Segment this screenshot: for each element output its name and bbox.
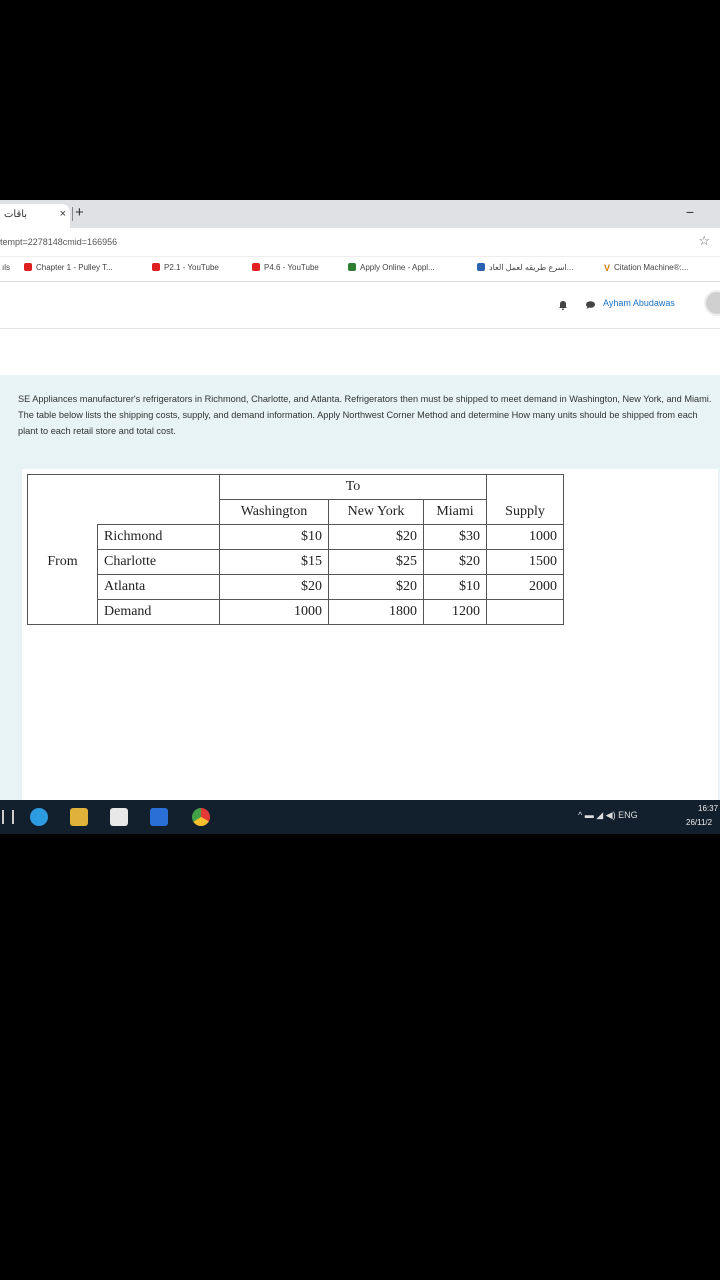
supply-header-spacer	[487, 475, 564, 500]
from-cell	[28, 600, 98, 625]
column-header: New York	[329, 500, 424, 525]
system-tray[interactable]: ^ ▬ ◢ ◀) ENG	[578, 810, 638, 820]
tab-title: باقات	[4, 209, 28, 220]
table-card	[22, 469, 718, 804]
taskbar	[0, 800, 720, 834]
screen	[0, 200, 720, 834]
bookmark-item[interactable]: P2.1 - YouTube	[152, 263, 219, 272]
youtube-icon	[252, 263, 260, 271]
table-row	[28, 475, 564, 500]
language-indicator[interactable]: ENG	[618, 810, 638, 820]
table-row	[28, 500, 564, 525]
column-header: Washington	[220, 500, 329, 525]
bookmarks-bar	[0, 257, 720, 282]
apply-icon	[348, 263, 356, 271]
transportation-table	[27, 474, 564, 625]
cost-cell: $10	[220, 525, 329, 550]
bookmark-star-icon[interactable]: ☆	[698, 233, 710, 248]
table-row	[28, 575, 564, 600]
browser-tab[interactable]	[0, 204, 70, 228]
supply-cell: 1500	[487, 550, 564, 575]
chrome-icon[interactable]	[192, 808, 210, 826]
demand-label: Demand	[98, 600, 220, 625]
plant-name: Charlotte	[98, 550, 220, 575]
bookmark-item[interactable]: Apply Online - Appl...	[348, 263, 435, 272]
store-icon[interactable]	[110, 808, 128, 826]
user-name[interactable]: Ayham Abudawas	[603, 298, 675, 308]
corner-cell	[28, 475, 98, 500]
from-cell	[28, 575, 98, 600]
mail-icon[interactable]	[150, 808, 168, 826]
plant-name: Atlanta	[98, 575, 220, 600]
avatar[interactable]	[704, 290, 720, 316]
cost-cell: $15	[220, 550, 329, 575]
tab-separator	[72, 207, 73, 221]
supply-header: Supply	[487, 500, 564, 525]
new-tab-button[interactable]: +	[75, 204, 84, 221]
empty-cell	[487, 600, 564, 625]
youtube-icon	[24, 263, 32, 271]
cost-cell: $20	[424, 550, 487, 575]
table-row	[28, 550, 564, 575]
youtube-icon	[152, 263, 160, 271]
ms-icon	[477, 263, 485, 271]
question-box	[0, 375, 720, 800]
corner-cell	[98, 475, 220, 500]
task-view-icon[interactable]	[2, 810, 14, 824]
bookmark-apps[interactable]: ıls	[2, 263, 10, 272]
bookmark-item[interactable]: P4.6 - YouTube	[252, 263, 319, 272]
cost-cell: $25	[329, 550, 424, 575]
demand-cell: 1200	[424, 600, 487, 625]
supply-cell: 1000	[487, 525, 564, 550]
demand-cell: 1800	[329, 600, 424, 625]
edge-icon[interactable]	[30, 808, 48, 826]
corner-cell	[98, 500, 220, 525]
bookmark-item[interactable]: V Citation Machine®:...	[604, 263, 689, 273]
cost-cell: $20	[329, 525, 424, 550]
from-cell	[28, 525, 98, 550]
table-row	[28, 525, 564, 550]
cost-cell: $10	[424, 575, 487, 600]
plant-name: Richmond	[98, 525, 220, 550]
citation-icon: V	[604, 263, 611, 273]
tab-close-icon[interactable]: ×	[59, 208, 66, 220]
demand-cell: 1000	[220, 600, 329, 625]
clock-time[interactable]: 16:37	[698, 804, 719, 813]
url-text[interactable]: tempt=2278148cmid=166956	[0, 237, 118, 247]
supply-cell: 2000	[487, 575, 564, 600]
minimize-button[interactable]: −	[685, 204, 694, 220]
question-text: SE Appliances manufacturer's refrigerators in Richmond, Charlotte, and Atlanta. Refrigerators then must be shipped to meet demand in Washington, New York, and Miami. The table below lists the shipping costs, supply, and demand information. Apply Northwest Corner Method and determine How many units should be shipped from each plant to each retail store and total cost.	[18, 394, 712, 436]
clock-date[interactable]: 26/11/2	[686, 818, 713, 827]
to-header: To	[220, 475, 487, 500]
address-bar[interactable]	[0, 228, 720, 257]
from-label: From	[28, 550, 98, 575]
table-row	[28, 600, 564, 625]
cost-cell: $20	[220, 575, 329, 600]
message-icon[interactable]	[586, 301, 595, 309]
cost-cell: $30	[424, 525, 487, 550]
corner-cell	[28, 500, 98, 525]
bell-icon[interactable]	[559, 300, 567, 310]
bookmark-item[interactable]: اسرع طريقه لعمل العاد...	[477, 263, 573, 272]
cost-cell: $20	[329, 575, 424, 600]
file-explorer-icon[interactable]	[70, 808, 88, 826]
tab-strip	[0, 200, 720, 228]
bookmark-item[interactable]: Chapter 1 - Pulley T...	[24, 263, 113, 272]
column-header: Miami	[424, 500, 487, 525]
site-header	[0, 282, 720, 329]
